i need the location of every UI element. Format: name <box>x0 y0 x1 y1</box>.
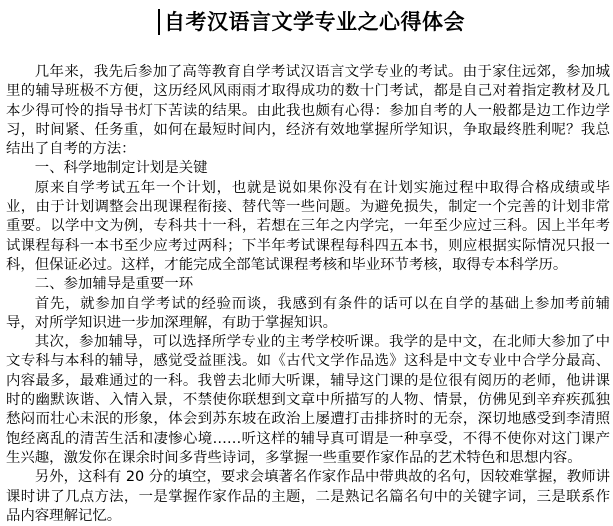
document-body <box>6 63 610 526</box>
section-heading-2: 二、参加辅导是重要一环 <box>34 276 194 293</box>
text-cursor <box>158 9 160 35</box>
paragraph-third: 另外，这科有 20 分的填空，要求会填著名作家作品中带典故的名句，因较难掌握，教师讲课时讲了几点方法，一是掌握作家作品的主题，二是熟记名篇名句中的关键字词，三是联系作品内容理解记忆。 <box>6 469 610 524</box>
paragraph-second: 其次，参加辅导，可以选择所学专业的主考学校听课。我学的是中文，在北师大参加了中文专科与本科的辅导，感觉受益匪浅。如《古代文学作品选》这科是中文专业中合学分最高、内容最多，最难通过的一科。我曾去北师大听课，辅导这门课的是位很有阅历的老师，他讲课时的幽默诙谐、入情入景，不禁使你联想到文章中所描写的人物、情景，仿佛见到辛弃疾孤独愁闷而壮心未泯的形象，体会到苏东坡在政治上屡遭打击排挤时的无奈，深切地感受到李清照饱经离乱的清苦生活和凄惨心境……听这样的辅导真可谓是一种享受，不得不使你对这门课产生兴趣，激发你在课余时间多背些诗词，多掌握一些重要作家作品的艺术特色和思想内容。 <box>6 334 610 466</box>
document-title: 自考汉语言文学专业之心得体会 <box>164 10 465 34</box>
paragraph-plan: 原来自学考试五年一个计划，也就是说如果你没有在计划实施过程中取得合格成绩或毕业，由于计划调整会出现课程衔接、替代等一些问题。为避免损失，制定一个完善的计划非常重要。以学中文为例，专科共十一科，若想在三年之内学完，一年至少应过三科。因上半年考试课程每科一本书至少应考过两科；下半年考试课程每科四五本书，则应根据实际情况只报一科，但保证必过。这样，才能完成全部笔试课程考核和毕业环节考核，取得专本科学历。 <box>6 179 610 273</box>
paragraph-first: 首先，就参加自学考试的经验而谈，我感到有条件的话可以在自学的基础上参加考前辅导，对所学知识进一步加深理解，有助于掌握知识。 <box>6 295 610 331</box>
paragraph-intro: 几年来，我先后参加了高等教育自学考试汉语言文学专业的考试。由于家住远郊，参加城里的辅导班极不方便，这历经风风雨雨才取得成功的数十门考试，都是自己对着指定教材及几本少得可怜的指导书灯下苦读的结果。由此我也颇有心得：参加自考的人一般都是边工作边学习，时间紧、任务重，如何在最短时间内，经济有效地掌握所学知识，争取最终胜利呢？我总结出了自考的方法： <box>6 64 610 158</box>
title-area <box>158 6 465 38</box>
section-heading-1: 一、科学地制定计划是关键 <box>34 160 208 177</box>
